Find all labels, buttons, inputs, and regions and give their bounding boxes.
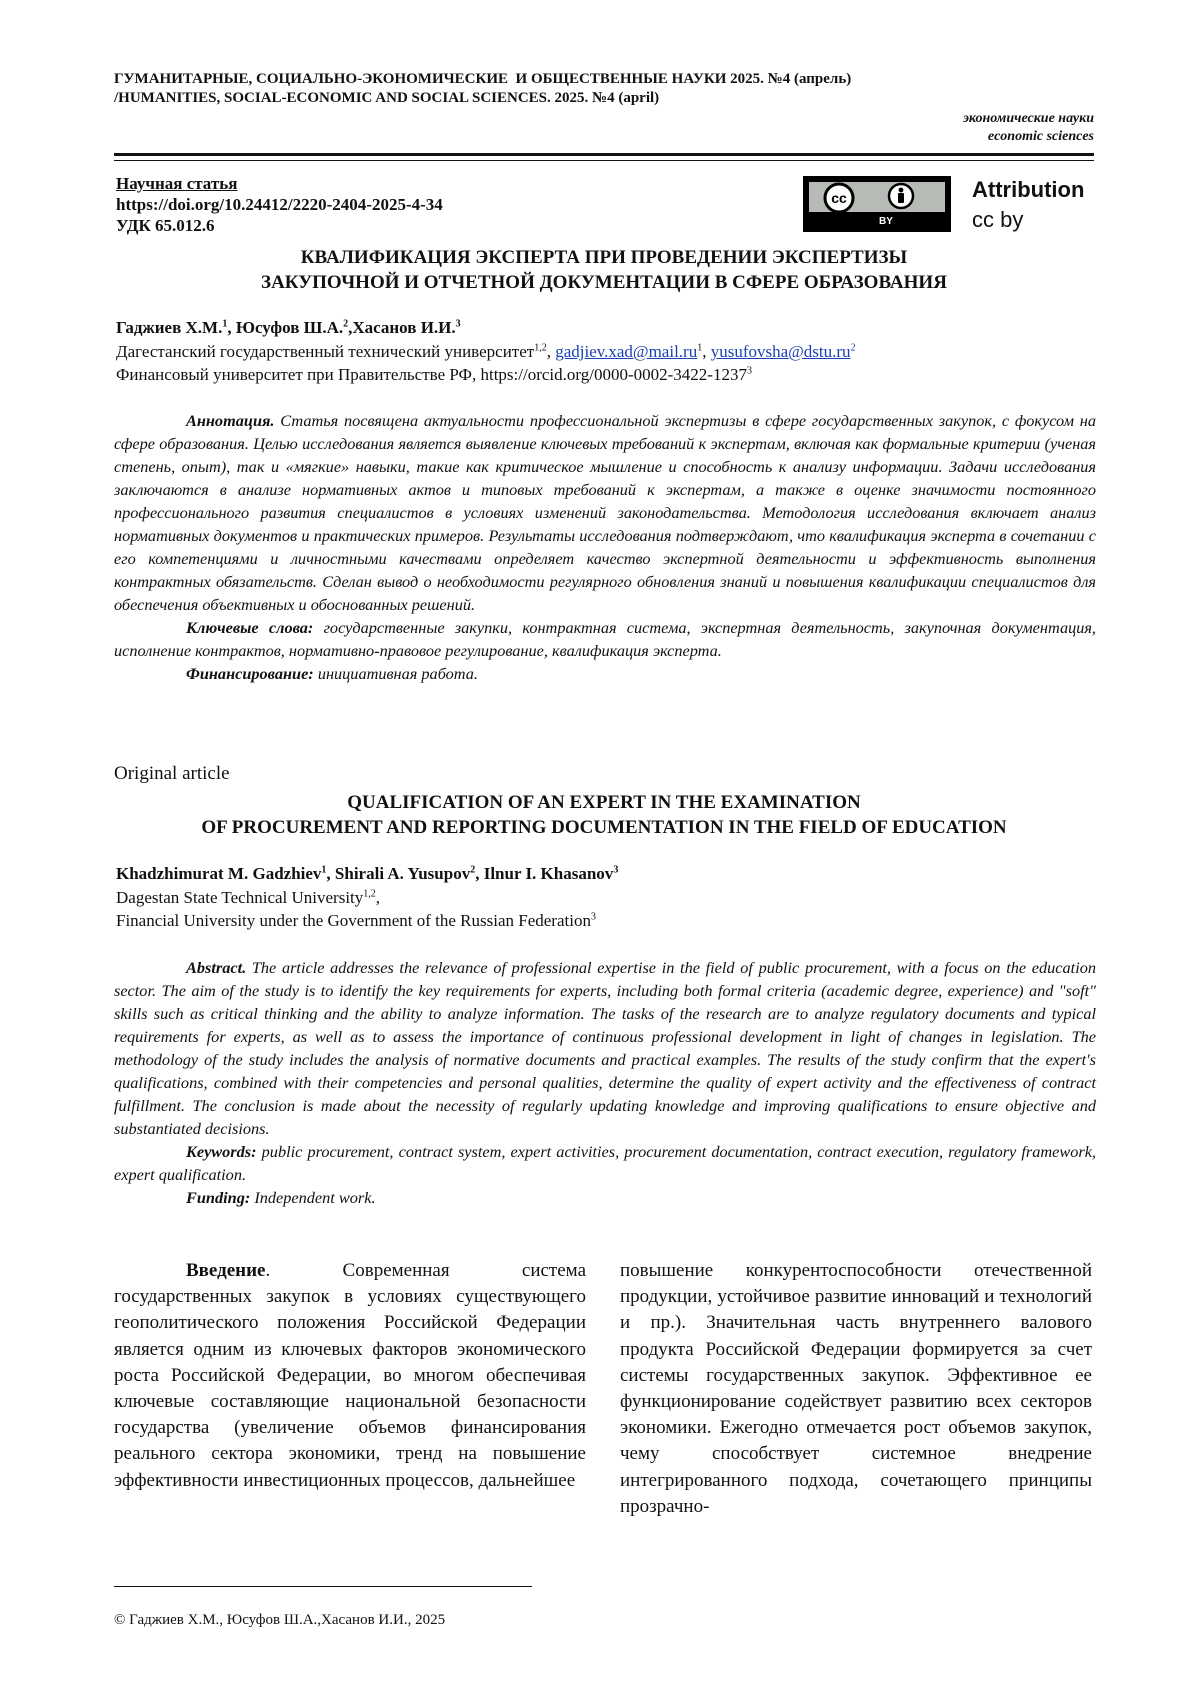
keywords-en <box>114 1140 1096 1186</box>
title-ru-line1: КВАЛИФИКАЦИЯ ЭКСПЕРТА ПРИ ПРОВЕДЕНИИ ЭКСПЕРТИЗЫ <box>300 247 908 268</box>
keywords-en-text: public procurement, contract system, expert activities, procurement documentation, contract execution, regulatory framework, expert qualification. <box>114 1142 1096 1184</box>
email-link-2[interactable]: yusufovsha@dstu.ru <box>710 342 851 361</box>
intro-label: Введение <box>186 1260 266 1281</box>
affiliation-ru-1: Дагестанский государственный технический университет$^{1,2}$, $gadjiev.xad@mail.ru^1$, $yusufovsha@dstu.ru^2$ <box>116 342 856 361</box>
keywords-ru <box>114 616 1096 662</box>
journal-title-en: /HUMANITIES, SOCIAL-ECONOMIC AND SOCIAL SCIENCES. 2025. №4 (april) <box>114 90 660 106</box>
affiliation-ru-1-text: Дагестанский государственный технический университет <box>116 342 535 361</box>
affiliation-en-2-text: Financial University under the Government of the Russian Federation <box>116 911 591 930</box>
abstract-ru-label: Аннотация. <box>186 411 275 430</box>
funding-ru-label: Финансирование: <box>186 664 314 683</box>
license-text <box>972 175 1084 235</box>
udk-code: УДК 65.012.6 <box>116 216 215 235</box>
affiliation-ru-2: Финансовый университет при Правительстве РФ, https://orcid.org/0000-0002-3422-1237$^3$ <box>116 365 752 384</box>
copyright-notice: © Гаджиев Х.М., Юсуфов Ш.А.,Хасанов И.И., 2025 <box>114 1612 446 1628</box>
authors-ru: Гаджиев Х.М.$^1$, Юсуфов Ш.А.$^2$,Хасанов И.И.$^3$ <box>116 318 461 337</box>
body-column-left <box>114 1258 586 1494</box>
abstract-en-label: Abstract. <box>186 958 247 977</box>
author-ru-2: Юсуфов Ш.А. <box>235 318 344 337</box>
section-ru: экономические науки <box>963 111 1094 126</box>
title-en-line2: OF PROCUREMENT AND REPORTING DOCUMENTATION IN THE FIELD OF EDUCATION <box>201 817 1007 838</box>
footnote-rule <box>114 1586 532 1587</box>
body-column-right <box>620 1258 1092 1520</box>
section-tag <box>963 110 1094 146</box>
section-en: economic sciences <box>987 129 1094 144</box>
abstract-en-paragraph <box>114 956 1096 1140</box>
affiliation-en-1-text: Dagestan State Technical University <box>116 888 364 907</box>
author-ru-1: Гаджиев Х.М. <box>116 318 223 337</box>
author-ru-3: Хасанов И.И. <box>352 318 456 337</box>
funding-en-label: Funding: <box>186 1188 251 1207</box>
title-en-line1: QUALIFICATION OF AN EXPERT IN THE EXAMINATION <box>347 792 861 813</box>
author-en-2: Shirali A. Yusupov <box>334 864 471 883</box>
article-title-en <box>114 790 1094 840</box>
cc-logo-icon <box>809 182 945 212</box>
header-rule-thin <box>114 160 1094 161</box>
abstract-ru-text: Статья посвящена актуальности профессиональной экспертизы в сфере государственных закупок, с фокусом на сфере образования. Целью исследования является выявление ключевых требований к экспертам, включая как формальные критерии (ученая степень, опыт), так и «мягкие» навыки, такие как критическое мышление и способность к анализу информации. Задачи исследования заключаются в анализе нормативных актов и типовых требований к экспертам, а также в оценке значимости постоянного профессионального развития специалистов в условиях изменений законодательства. Методология исследования включает анализ нормативных документов и практических примеров. Результаты исследования подтверждают, что квалификация эксперта в сочетании с его компетенциями и личностными качествами определяет качество экспертной деятельности и эффективность выполнения контрактных обязательств. Сделан вывод о необходимости регулярного обновления знаний и повышения квалификации специалистов для обеспечения объективных и обоснованных решений. <box>114 411 1096 614</box>
funding-en <box>114 1186 1096 1209</box>
svg-text:cc: cc <box>831 190 847 206</box>
author-en-3: Ilnur I. Khasanov <box>483 864 614 883</box>
license-attribution: Attribution <box>972 177 1085 202</box>
funding-ru <box>114 662 1096 685</box>
body-column-right-text: повышение конкурентоспособности отечественной продукции, устойчивое развитие инноваций и технологий и пр.). Значительная часть внутреннего валового продукта Российской Федерации формируется за счет системы государственных закупок. Эффективное ее функционирование содействует развитию всех секторов экономики. Ежегодно отмечается рост объемов закупок, чему способствует системное внедрение интегрированного подхода, сочетающего принципы прозрачно- <box>620 1260 1092 1517</box>
affiliation-en-2: Financial University under the Government of the Russian Federation$^3$ <box>116 911 596 930</box>
email-link-1[interactable]: gadjiev.xad@mail.ru <box>555 342 698 361</box>
intro-paragraph <box>114 1258 586 1494</box>
funding-en-text: Independent work. <box>254 1188 376 1207</box>
cc-by-label: BY <box>879 216 893 227</box>
doi-link[interactable]: https://doi.org/10.24412/2220-2404-2025-4-34 <box>116 195 443 214</box>
journal-header <box>114 70 1094 108</box>
abstract-en <box>114 956 1096 1209</box>
funding-ru-text: инициативная работа. <box>317 664 478 683</box>
article-type: Научная статья <box>116 174 238 193</box>
article-meta <box>116 173 443 236</box>
affiliation-ru-2-text: Финансовый университет при Правительстве РФ, https://orcid.org/0000-0002-3422-1237 <box>116 365 747 384</box>
intro-text: . Современная система государственных закупок в условиях существующего геополитического положения Российской Федерации является одним из ключевых факторов экономического роста Российской Федерации, во многом обеспечивая ключевые составляющие национальной безопасности государства (увеличение объемов финансирования реального сектора экономики, тренд на повышение эффективности инвестиционных процессов, дальнейшее <box>114 1260 586 1491</box>
author-en-1: Khadzhimurat M. Gadzhiev <box>116 864 322 883</box>
header-rule-thick <box>114 153 1094 156</box>
abstract-ru-paragraph <box>114 409 1096 616</box>
article-type-en: Original article <box>114 763 230 784</box>
keywords-ru-label: Ключевые слова: <box>186 618 314 637</box>
abstract-ru <box>114 409 1096 685</box>
title-ru-line2: ЗАКУПОЧНОЙ И ОТЧЕТНОЙ ДОКУМЕНТАЦИИ В СФЕРЕ ОБРАЗОВАНИЯ <box>261 272 947 293</box>
cc-badge-panel <box>809 182 945 212</box>
journal-title-ru: ГУМАНИТАРНЫЕ, СОЦИАЛЬНО-ЭКОНОМИЧЕСКИЕ И ОБЩЕСТВЕННЫЕ НАУКИ 2025. №4 (апрель) <box>114 71 852 87</box>
authors-en: Khadzhimurat M. Gadzhiev$^1$, Shirali A. Yusupov$^2$, Ilnur I. Khasanov$^3$ <box>116 864 619 883</box>
keywords-en-label: Keywords: <box>186 1142 257 1161</box>
keywords-ru-text: государственные закупки, контрактная система, экспертная деятельность, закупочная документация, исполнение контрактов, нормативно-правовое регулирование, квалификация эксперта. <box>114 618 1097 660</box>
affiliation-en-1: Dagestan State Technical University$^{1,2}$, <box>116 888 381 907</box>
license-ccby: cc by <box>972 207 1024 232</box>
cc-by-license-badge[interactable] <box>803 176 951 232</box>
abstract-en-text: The article addresses the relevance of professional expertise in the field of public procurement, with a focus on the education sector. The aim of the study is to identify the key requirements for experts, including both formal criteria (academic degree, experience) and "soft" skills such as critical thinking and the ability to analyze information. The tasks of the research are to analyze regulatory documents and typical requirements for experts, as well as to assess the importance of continuous professional development in light of changes in legislation. The methodology of the study includes the analysis of normative documents and practical examples. The results of the study confirm that the expert's qualifications, combined with their competencies and personal qualities, determine the quality of expert activity and the effectiveness of contract fulfillment. The conclusion is made about the necessity of regularly updating knowledge and improving qualifications to ensure objective and substantiated decisions. <box>114 958 1096 1138</box>
article-title-ru <box>114 245 1094 295</box>
